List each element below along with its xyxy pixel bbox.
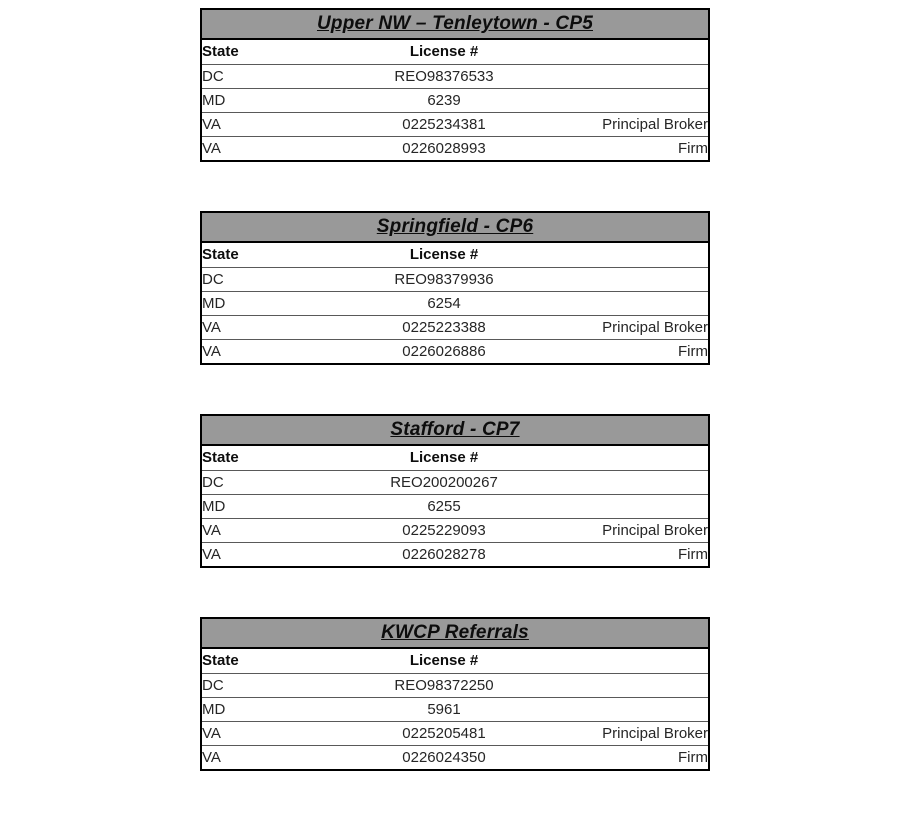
state-cell: MD — [202, 494, 302, 518]
column-header-license: License # — [302, 446, 586, 470]
column-header-row — [202, 40, 708, 64]
state-cell: MD — [202, 697, 302, 721]
license-cell: 5961 — [302, 697, 586, 721]
role-cell: Firm — [678, 342, 708, 360]
table-title-text: KWCP Referrals — [381, 622, 529, 643]
table-title-bar — [202, 213, 708, 243]
table-row — [202, 64, 708, 88]
state-cell: VA — [202, 518, 302, 542]
role-cell: Firm — [678, 139, 708, 157]
state-cell: VA — [202, 315, 302, 339]
role-cell — [586, 697, 708, 721]
column-header-role — [586, 649, 708, 673]
role-cell: Principal Broker — [586, 315, 708, 339]
table-row — [202, 267, 708, 291]
table-row — [202, 470, 708, 494]
state-cell: DC — [202, 470, 302, 494]
column-header-row — [202, 243, 708, 267]
license-cell: REO200200267 — [302, 470, 586, 494]
column-header-state: State — [202, 40, 302, 64]
table-row — [202, 721, 708, 745]
license-grid — [202, 40, 708, 160]
role-cell: Firm — [678, 545, 708, 563]
column-header-license: License # — [302, 243, 586, 267]
role-cell — [586, 88, 708, 112]
role-cell — [586, 494, 708, 518]
table-row — [202, 291, 708, 315]
role-cell: Principal Broker — [586, 518, 708, 542]
table-title-text: Springfield - CP6 — [376, 216, 534, 237]
column-header-license: License # — [302, 40, 586, 64]
license-table-upper-nw-tenleytown-cp5 — [200, 8, 710, 162]
table-title-bar — [202, 619, 708, 649]
table-row — [202, 673, 708, 697]
state-cell: DC — [202, 267, 302, 291]
state-cell: DC — [202, 64, 302, 88]
role-cell: Principal Broker — [586, 721, 708, 745]
license-grid — [202, 649, 708, 769]
column-header-role — [586, 446, 708, 470]
column-header-role — [586, 243, 708, 267]
state-cell: VA — [202, 545, 221, 563]
role-cell — [586, 291, 708, 315]
state-cell: DC — [202, 673, 302, 697]
column-header-state: State — [202, 446, 302, 470]
license-grid — [202, 243, 708, 363]
table-row — [202, 315, 708, 339]
state-cell: MD — [202, 88, 302, 112]
license-cell: 0226026886 — [402, 342, 486, 360]
column-header-license: License # — [302, 649, 586, 673]
license-cell: 6255 — [302, 494, 586, 518]
table-row — [202, 494, 708, 518]
state-cell: MD — [202, 291, 302, 315]
column-header-row — [202, 446, 708, 470]
license-cell: 6239 — [302, 88, 586, 112]
license-cell: 0225234381 — [302, 112, 586, 136]
license-cell: 0226028993 — [402, 139, 486, 157]
column-header-state: State — [202, 243, 302, 267]
role-cell — [586, 267, 708, 291]
state-cell: VA — [202, 748, 221, 766]
state-cell: VA — [202, 721, 302, 745]
license-table-kwcp-referrals — [200, 617, 710, 771]
role-cell: Principal Broker — [586, 112, 708, 136]
table-row — [202, 136, 708, 160]
column-header-row — [202, 649, 708, 673]
role-cell — [586, 673, 708, 697]
license-cell: 0226028278 — [402, 545, 486, 563]
license-cell: 0226024350 — [402, 748, 486, 766]
table-row — [202, 339, 708, 363]
table-row — [202, 697, 708, 721]
table-row — [202, 745, 708, 769]
license-cell: REO98372250 — [302, 673, 586, 697]
state-cell: VA — [202, 342, 221, 360]
table-row — [202, 518, 708, 542]
table-title-bar — [202, 10, 708, 40]
license-cell: 6254 — [302, 291, 586, 315]
role-cell — [586, 470, 708, 494]
license-cell: REO98376533 — [302, 64, 586, 88]
license-grid — [202, 446, 708, 566]
table-row — [202, 542, 708, 566]
license-cell: 0225205481 — [302, 721, 586, 745]
license-table-stafford-cp7 — [200, 414, 710, 568]
column-header-role — [586, 40, 708, 64]
license-cell: 0225223388 — [302, 315, 586, 339]
state-cell: VA — [202, 112, 302, 136]
state-cell: VA — [202, 139, 221, 157]
table-row — [202, 112, 708, 136]
role-cell: Firm — [678, 748, 708, 766]
table-row — [202, 88, 708, 112]
table-title-text: Upper NW – Tenleytown - CP5 — [316, 13, 593, 34]
license-table-springfield-cp6 — [200, 211, 710, 365]
license-cell: REO98379936 — [302, 267, 586, 291]
license-cell: 0225229093 — [302, 518, 586, 542]
role-cell — [586, 64, 708, 88]
column-header-state: State — [202, 649, 302, 673]
table-title-bar — [202, 416, 708, 446]
table-title-text: Stafford - CP7 — [390, 419, 520, 440]
